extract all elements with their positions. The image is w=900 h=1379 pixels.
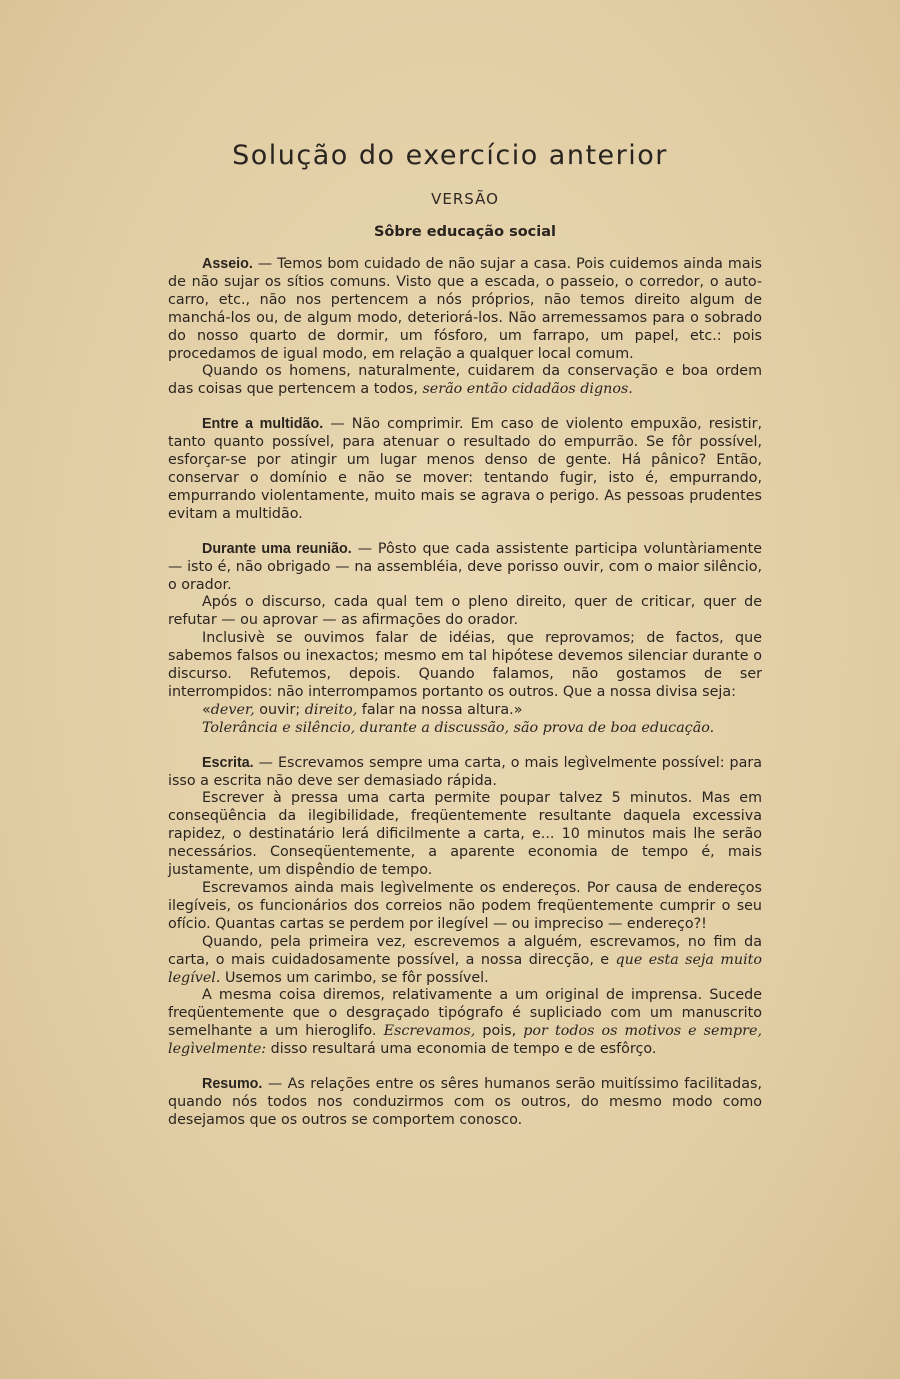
runin-multidao: Entre a multidão. xyxy=(202,416,324,433)
quote-italic-1: dever, xyxy=(210,701,255,718)
text-escrita-5b: pois, xyxy=(482,1023,517,1040)
quote-italic-2: direito, xyxy=(304,701,358,718)
text-asseio-2a: Quando os homens, naturalmente, cuidarem da conservação e boa ordem das coisas que pertencem a todos, xyxy=(168,363,762,398)
paragraph-escrita-4 xyxy=(168,934,762,988)
text-escrita-4b: Usemos um carimbo, se fôr possível. xyxy=(224,969,489,986)
paragraph-escrita-2: Escrever à pressa uma carta permite poupar talvez 5 minutos. Mas em conseqüência da ilegibilidade, freqüentemente resultante daquela excessiva rapidez, o destinatário lerá dificilmente a carta, e... 10 minutos mais lhe serão necessários. Conseqüentemente, a aparente economia de tempo é, mais justamente, um dispêndio de tempo. xyxy=(168,790,762,879)
motto-quote xyxy=(168,702,762,720)
text-reuniao-1: — Pôsto que cada assistente participa voluntàriamente — isto é, não obrigado — na assembléia, deve porisso ouvir, com o maior silêncio, o orador. xyxy=(168,540,762,593)
paragraph-escrita-3: Escrevamos ainda mais legìvelmente os endereços. Por causa de endereços ilegíveis, os funcionários dos correios não podem freqüentemente cumprir o seu ofício. Quantas cartas se perdem por ilegível — ou impreciso — endereço?! xyxy=(168,880,762,932)
paragraph-asseio xyxy=(168,256,762,363)
text-escrita-5-italic-2: por todos os motivos e sempre, legìvelmente: xyxy=(168,1023,763,1058)
runin-reuniao: Durante uma reunião. xyxy=(202,540,352,557)
text-escrita-5a: A mesma coisa diremos, relativamente a um original de imprensa. Sucede freqüentemente que o desgraçado tipógrafo é supliciado com um manuscrito semelhante a um hieroglifo. xyxy=(168,987,762,1040)
quote-open: « xyxy=(202,701,211,718)
text-multidao-1: — Não comprimir. Em caso de violento empuxão, resistir, tanto quanto possível, para atenuar o resultado do empurrão. Se fôr possível, esforçar-se por atingir um lugar menos denso de gente. Há pânico? Então, conservar o domínio e não se mover: tentando fugir, isto é, empurrando, empurrando violentamente, muito mais se agrava o perigo. As pessoas prudentes evitam a multidão. xyxy=(168,416,762,522)
runin-escrita: Escrita. xyxy=(202,754,254,771)
paragraph-resumo xyxy=(168,1076,762,1130)
quote-text-2: falar na nossa altura.» xyxy=(357,701,523,718)
paragraph-asseio-2 xyxy=(168,363,762,399)
section-heading: Sôbre educação social xyxy=(373,224,557,240)
text-resumo-1: — As relações entre os sêres humanos serão muitíssimo facilitadas, quando nós todos nos conduzirmos com os outros, do mesmo modo como desejamos que os outros se comportem conosco. xyxy=(168,1076,762,1128)
text-asseio-2-italic: serão então cidadãos dignos. xyxy=(422,381,633,398)
paragraph-escrita xyxy=(168,755,762,791)
text-escrita-5c: disso resultará uma economia de tempo e de esfôrço. xyxy=(270,1041,657,1058)
paragraph-escrita-5 xyxy=(168,987,762,1059)
runin-asseio: Asseio. xyxy=(202,256,253,272)
runin-resumo: Resumo. xyxy=(202,1076,263,1093)
text-escrita-5-italic-1: Escrevamos, xyxy=(383,1023,476,1040)
paragraph-reuniao-3: Inclusivè se ouvimos falar de idéias, que reprovamos; de factos, que sabemos falsos ou inexactos; mesmo em tal hipótese devemos silenciar durante o discurso. Refutemos, depois. Quando falamos, não gostamos de ser interrompidos: não interrompamos portanto os outros. Que a nossa divisa seja: xyxy=(168,630,762,700)
body-text xyxy=(168,256,762,1130)
tolerance-quote: Tolerância e silêncio, durante a discussão, são prova de boa educação. xyxy=(202,719,715,736)
page-subtitle: VERSÃO xyxy=(431,190,499,208)
quote-text-1: ouvir; xyxy=(254,701,305,718)
paragraph-reuniao-2: Após o discurso, cada qual tem o pleno direito, quer de criticar, quer de refutar — ou aprovar — as afirmações do orador. xyxy=(168,594,762,629)
text-escrita-4a: Quando, pela primeira vez, escrevemos a alguém, escrevamos, no fim da carta, o mais cuidadosamente possível, a nossa direcção, e xyxy=(168,933,762,968)
text-asseio-1: — Temos bom cuidado de não sujar a casa. Pois cuidemos ainda mais de não sujar os sítios comuns. Visto que a escada, o passeio, o corredor, o auto-carro, etc., não nos pertencem a nós próprios, não temos direito algum de manchá-los ou, de algum modo, deteriorá-los. Não arremessamos para o sobrado do nosso quarto de dormir, um fósforo, um farrapo, um papel, etc.: pois procedamos de igual modo, em relação a qualquer local comum. xyxy=(168,256,762,362)
text-escrita-1: — Escrevamos sempre uma carta, o mais legìvelmente possível: para isso a escrita não deve ser demasiado rápida. xyxy=(168,754,763,789)
paragraph-reuniao xyxy=(168,541,762,595)
text-escrita-4-italic: que esta seja muito legível. xyxy=(168,951,763,986)
paragraph-multidao xyxy=(168,416,762,523)
page-title: Solução do exercício anterior xyxy=(232,140,668,171)
